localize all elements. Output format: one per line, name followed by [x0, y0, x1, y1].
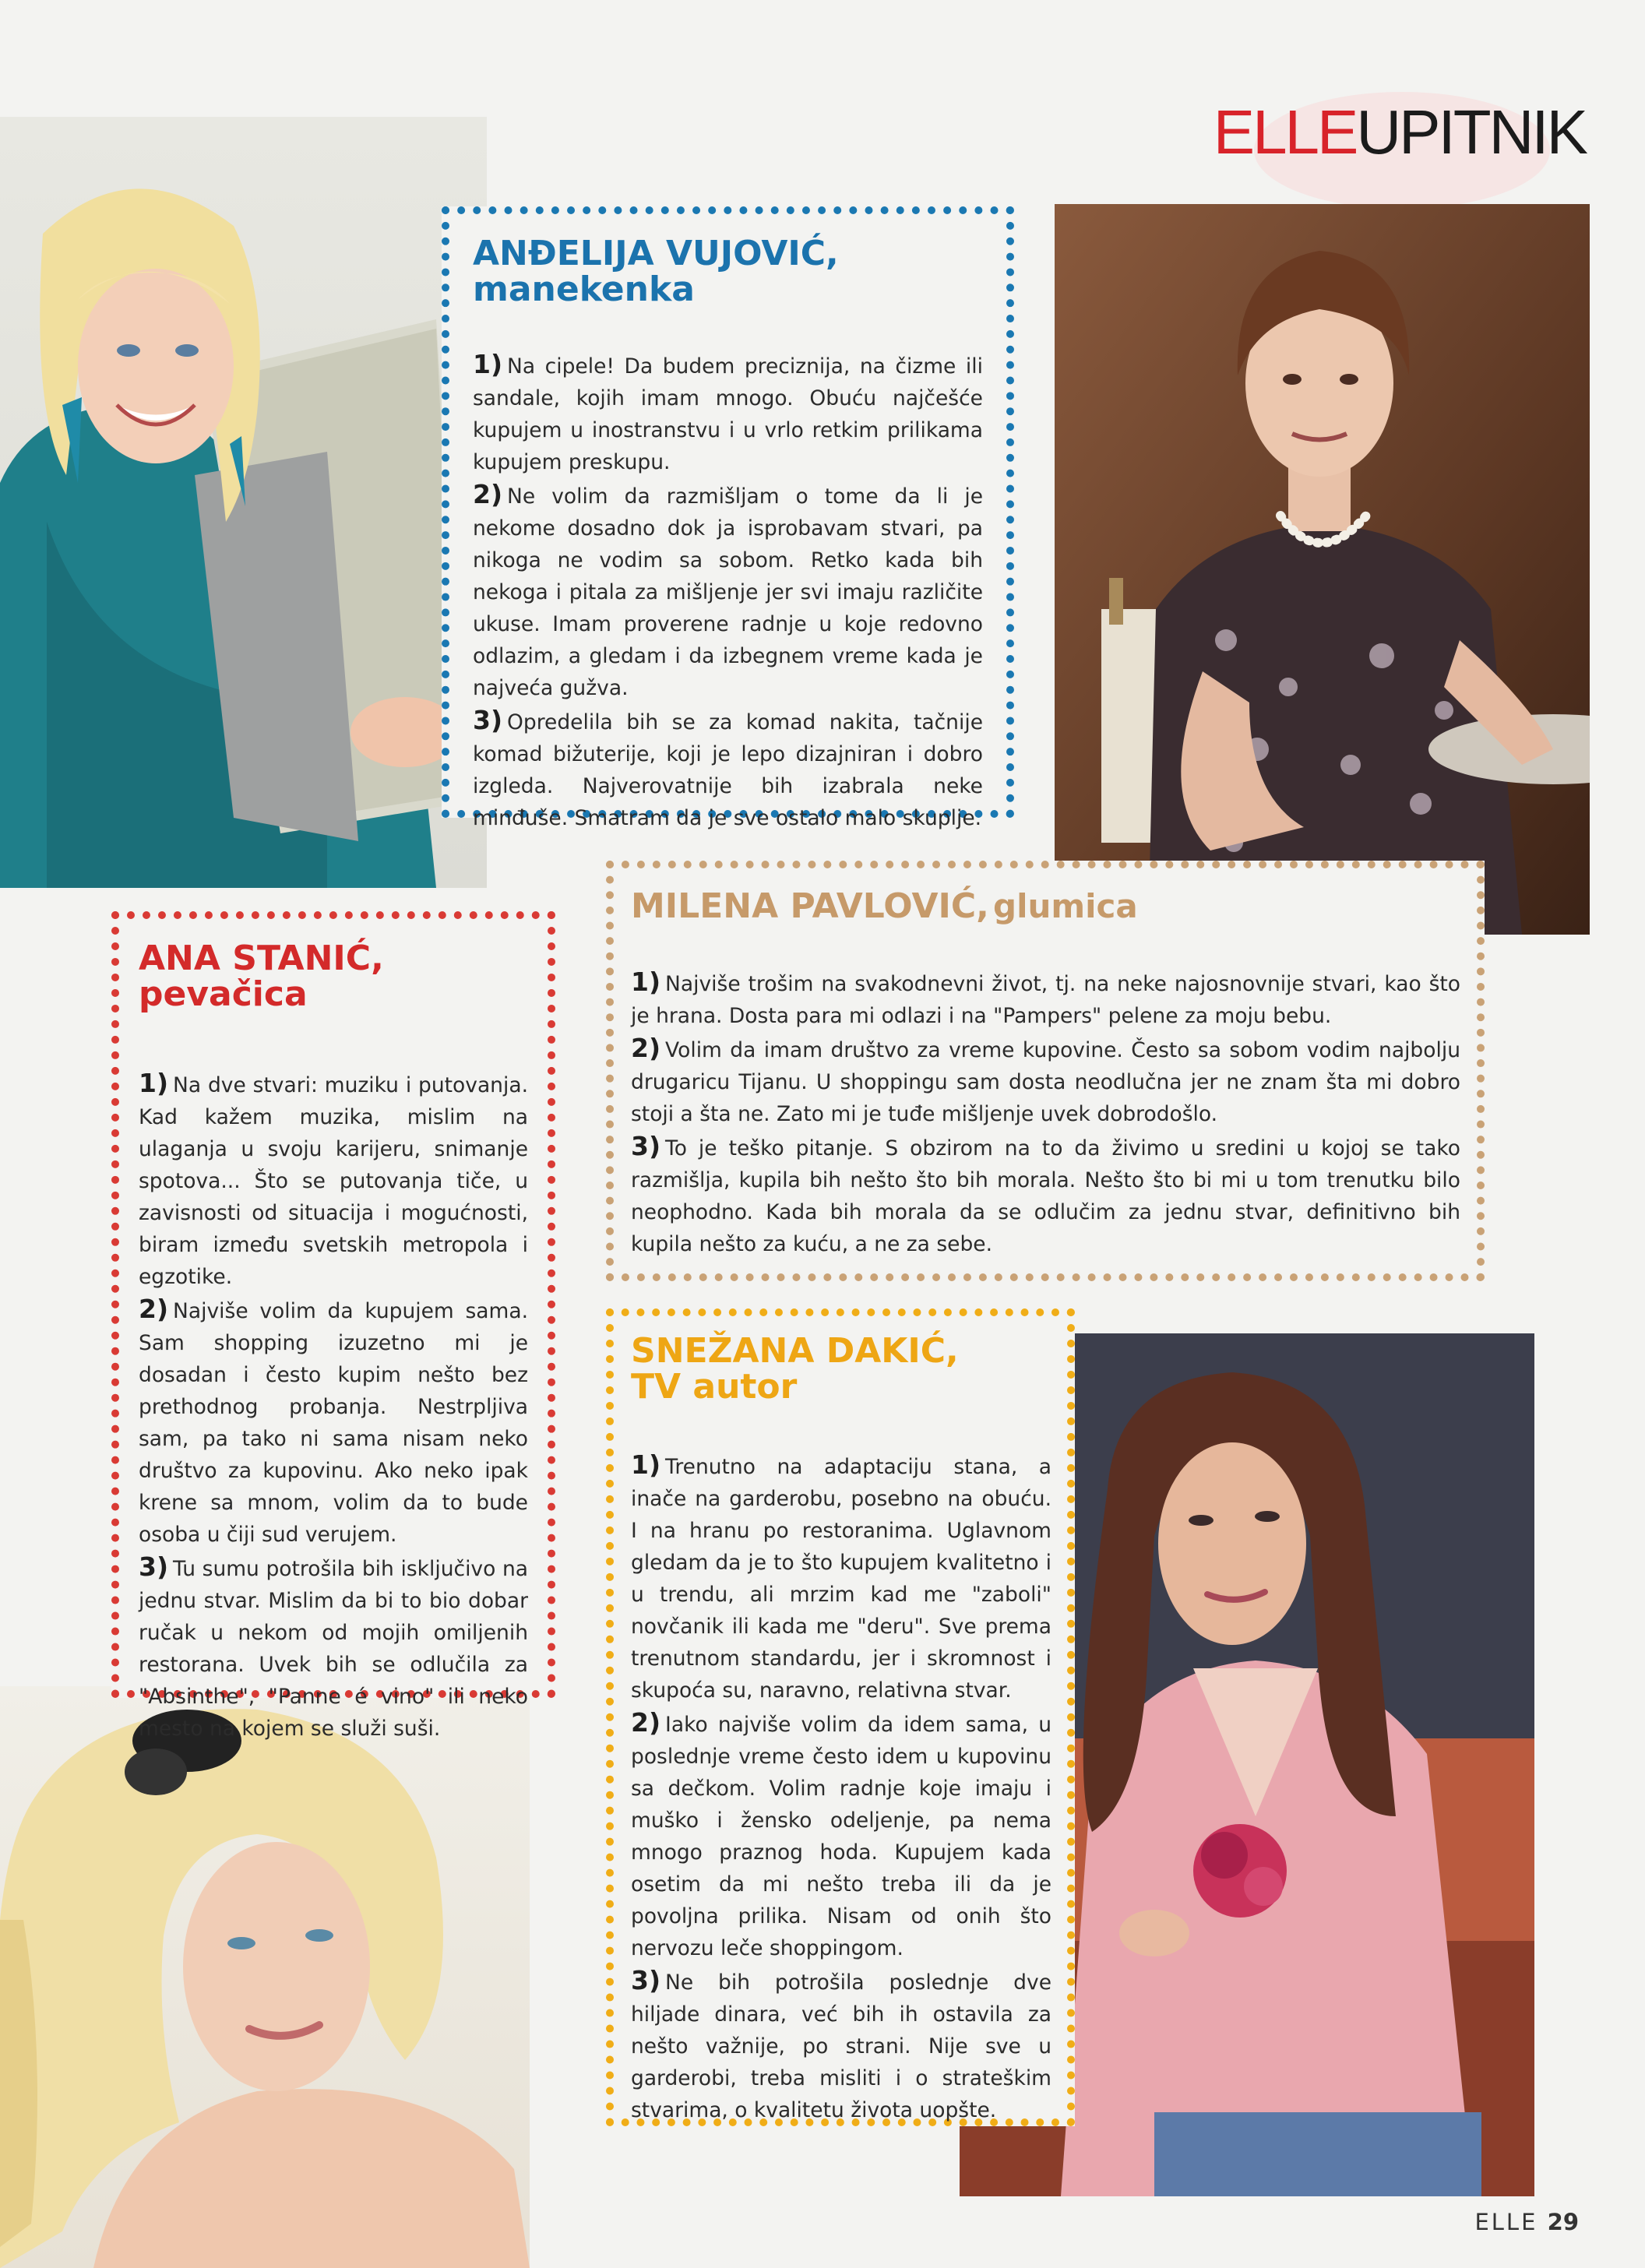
answer-number: 1) — [631, 1449, 661, 1480]
answer-number: 2) — [139, 1294, 169, 1324]
answer-3 — [631, 1964, 1051, 2126]
answer-number: 3) — [631, 1131, 661, 1161]
answer-number: 1) — [631, 967, 661, 997]
answer-1 — [631, 1449, 1051, 1706]
profile-heading — [473, 236, 987, 308]
profile-answers — [473, 348, 983, 834]
header-section: UPITNIK — [1356, 97, 1586, 167]
profile-heading — [631, 1333, 1051, 1405]
answer-number: 3) — [631, 1965, 661, 1995]
answer-2 — [631, 1706, 1051, 1964]
profile-role: manekenka — [473, 269, 695, 309]
answer-3 — [631, 1130, 1460, 1260]
section-header — [1213, 97, 1586, 167]
answer-2 — [473, 478, 983, 704]
answer-text: Ne volim da razmišljam o tome da li je nekome dosadno dok ja isprobavam stvari, pa nikoga ne vodim sa sobom. Retko kada bih nekoga i pitala za mišljenje jer svi imaju različite ukuse. Imam proverene radnje u koje redovno odlazim, a gledam i da izbegnem vreme kada je najveća gužva. — [473, 484, 983, 700]
answer-text: Najviše trošim na svakodnevni život, tj. na neke najosnovnije stvari, kao što je hrana. Dosta para mi odlazi i na "Pampers" pelene za moju bebu. — [631, 972, 1460, 1028]
header-brand: ELLE — [1213, 97, 1357, 167]
profile-role: pevačica — [139, 974, 308, 1014]
answer-text: Volim da imam društvo za vreme kupovine. Često sa sobom vodim najbolju drugaricu Tijanu. U shoppingu sam dosta neodlučna jer ne znam šta mi dobro stoji a šta ne. Zato mi je tuđe mišljenje uvek dobrodošlo. — [631, 1038, 1460, 1126]
page-number: 29 — [1547, 2209, 1579, 2235]
profile-name: SNEŽANA DAKIĆ, — [631, 1331, 959, 1371]
answer-text: Na dve stvari: muziku i putovanja. Kad kažem muzika, mislim na ulaganja u svoju karijeru, snimanje spotova... Što se putovanja tiče, u zavisnosti od situacija i mogućnosti, biram između svetskih metropola i egzotike. — [139, 1073, 528, 1289]
profile-role: TV autor — [631, 1367, 798, 1407]
answer-number: 2) — [631, 1707, 661, 1738]
answer-number: 3) — [473, 705, 503, 735]
answer-text: Na cipele! Da budem preciznija, na čizme ili sandale, kojih imam mnogo. Obuću najčešće kupujem u inostranstvu i u vrlo retkim prilikama kupujem preskupu. — [473, 354, 983, 474]
profile-heading — [139, 941, 536, 1012]
answer-text: To je teško pitanje. S obzirom na to da živimo u sredini u kojoj se tako razmišlja, kupila bih nešto što bih morala. Nešto što bi mi u tom trenutku bilo neophodno. Kada bih morala da se odlučim za jednu stvar, definitivno bih kupila nešto za kuću, a ne za sebe. — [631, 1136, 1460, 1256]
answer-text: Ne bih potrošila poslednje dve hiljade dinara, već bih ih ostavila za nešto važnije, po strani. Nije sve u garderobi, treba misliti i o strateškim stvarima, o kvalitetu života uopšte. — [631, 1970, 1051, 2122]
photo-milena-pavlovic — [1055, 204, 1590, 935]
answer-number: 1) — [473, 349, 503, 379]
profile-name: MILENA PAVLOVIĆ, — [631, 886, 989, 926]
profile-answers — [631, 1449, 1051, 2126]
profile-snezana-dakic — [606, 1308, 1075, 2126]
profile-name: ANĐELIJA VUJOVIĆ, — [473, 234, 839, 273]
answer-number: 1) — [139, 1068, 169, 1098]
profile-name: ANA STANIĆ, — [139, 939, 384, 978]
photo-andjelija-vujovic — [0, 117, 487, 888]
answer-2 — [139, 1293, 528, 1551]
profile-role: glumica — [993, 887, 1138, 925]
answer-number: 2) — [473, 479, 503, 509]
answer-1 — [473, 348, 983, 478]
profile-milena-pavlovic — [606, 861, 1485, 1281]
answer-text: Opredelila bih se za komad nakita, tačnije komad bižuterije, koji je lepo dizajniran i dobro izgleda. Najverovatnije bih izabrala neke minđuše. Smatram da je sve ostalo malo skuplje. — [473, 710, 983, 830]
answer-1 — [631, 966, 1460, 1032]
answer-text: Najviše volim da kupujem sama. Sam shopping izuzetno mi je dosadan i često kupim nešto bez prethodnog probanja. Nestrpljiva sam, pa tako ni sama nisam neko društvo za kupovinu. Ako neko ipak krene sa mnom, volim da to bude osoba u čiji sud verujem. — [139, 1299, 528, 1547]
photo-ana-stanic — [0, 1686, 530, 2268]
profile-answers — [139, 1067, 528, 1745]
answer-1 — [139, 1067, 528, 1293]
profile-ana-stanic — [111, 911, 555, 1741]
answer-3 — [139, 1551, 528, 1745]
answer-number: 3) — [139, 1551, 169, 1582]
profile-andjelija-vujovic — [442, 206, 1014, 830]
answer-text: Iako najviše volim da idem sama, u poslednje vreme često idem u kupovinu sa dečkom. Volim radnje koje imaju i muško i žensko odeljenje, pa nema mnogo praznog hoda. Kupujem kada osetim da mi nešto treba ili da je povoljna prilika. Nisam od onih što nervozu leče shoppingom. — [631, 1713, 1051, 1960]
answer-text: Trenutno na adaptaciju stana, a inače na garderobu, posebno na obuću. I na hranu po restoranima. Uglavnom gledam da je to što kupujem kvalitetno i u trendu, ali mrzim kad me "zaboli" novčanik ili kada me "deru". Sve prema trenutnom standardu, jer i skromnost i skupoća su, naravno, relativna stvar. — [631, 1455, 1051, 1703]
answer-2 — [631, 1032, 1460, 1130]
page-footer — [1474, 2209, 1579, 2235]
profile-heading — [631, 886, 1457, 926]
answer-number: 2) — [631, 1033, 661, 1063]
answer-text: Tu sumu potrošila bih isključivo na jednu stvar. Mislim da bi to bio dobar ručak u nekom od mojih omiljenih restorana. Uvek bih se odlučila za "Absinthe", "Panne é vino" ili neko mesto na kojem se služi suši. — [139, 1557, 528, 1741]
answer-3 — [473, 704, 983, 834]
profile-answers — [631, 966, 1460, 1260]
footer-brand: ELLE — [1474, 2209, 1538, 2235]
